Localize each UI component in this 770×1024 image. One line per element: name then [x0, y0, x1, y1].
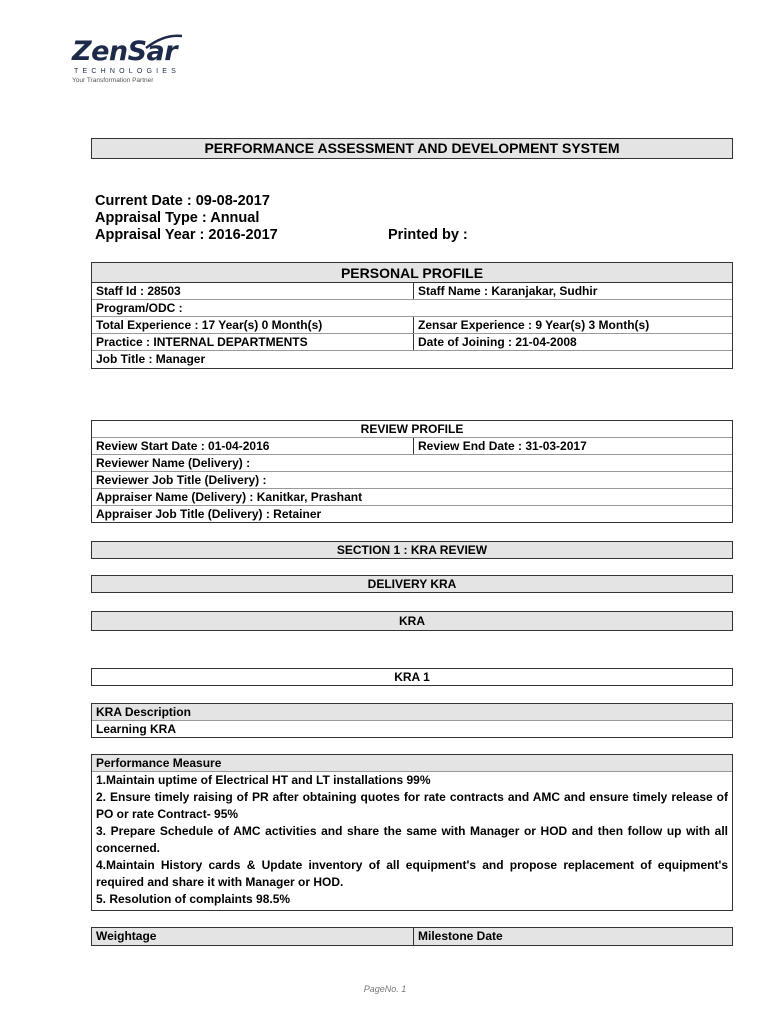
review-profile-table	[91, 420, 733, 523]
table-row	[92, 721, 732, 738]
current-date: Current Date : 09-08-2017	[95, 193, 270, 209]
table-row	[92, 928, 732, 945]
printed-by: Printed by :	[388, 227, 468, 243]
company-logo	[72, 30, 192, 90]
date-of-joining: Date of Joining : 21-04-2008	[413, 334, 732, 350]
kra-heading: KRA	[91, 611, 733, 631]
logo-swoosh-icon	[144, 34, 184, 50]
performance-measure-label: Performance Measure	[96, 756, 222, 770]
table-row	[92, 472, 732, 489]
staff-id: Staff Id : 28503	[96, 284, 181, 298]
review-profile-heading: REVIEW PROFILE	[92, 421, 732, 438]
table-row	[92, 489, 732, 506]
zensar-experience: Zensar Experience : 9 Year(s) 3 Month(s)	[413, 317, 732, 333]
table-row	[92, 755, 732, 772]
appraiser-name: Appraiser Name (Delivery) : Kanitkar, Prashant	[96, 490, 363, 504]
kra-description-label: KRA Description	[96, 705, 191, 719]
table-row	[92, 438, 732, 455]
performance-measure-item-3: 3. Prepare Schedule of AMC activities and share the same with Manager or HOD and then follow up with all concerned.	[96, 824, 728, 855]
review-start-date: Review Start Date : 01-04-2016	[96, 439, 270, 453]
table-row	[92, 351, 732, 368]
table-row	[92, 506, 732, 523]
logo-subtitle: TECHNOLOGIES	[74, 68, 181, 75]
weightage-label: Weightage	[96, 929, 157, 943]
reviewer-name: Reviewer Name (Delivery) :	[96, 456, 251, 470]
milestone-date-label: Milestone Date	[413, 928, 732, 945]
performance-measure-table	[91, 754, 733, 911]
staff-name: Staff Name : Karanjakar, Sudhir	[413, 283, 732, 299]
page-title: PERFORMANCE ASSESSMENT AND DEVELOPMENT SYSTEM	[91, 138, 733, 159]
program-odc: Program/ODC :	[96, 301, 183, 315]
practice: Practice : INTERNAL DEPARTMENTS	[96, 335, 308, 349]
table-row	[92, 300, 732, 317]
table-row	[92, 455, 732, 472]
table-row	[92, 283, 732, 300]
table-row	[92, 317, 732, 334]
logo-wordmark: ZenSar	[72, 36, 178, 67]
appraiser-job-title: Appraiser Job Title (Delivery) : Retainer	[96, 507, 322, 521]
kra-description-value: Learning KRA	[96, 722, 177, 736]
performance-measure-item-2: 2. Ensure timely raising of PR after obtaining quotes for rate contracts and AMC and ensure timely release of PO or rate Contract- 95%	[96, 790, 728, 821]
reviewer-job-title: Reviewer Job Title (Delivery) :	[96, 473, 267, 487]
performance-measure-item-5: 5. Resolution of complaints 98.5%	[96, 892, 291, 906]
kra-description-table	[91, 703, 733, 738]
table-row	[92, 334, 732, 351]
delivery-kra-heading: DELIVERY KRA	[91, 575, 733, 593]
performance-measure-item-4: 4.Maintain History cards & Update inventory of all equipment's and propose replacement of equipment's required and share it with Manager or HOD.	[96, 858, 728, 889]
performance-measure-item-1: 1.Maintain uptime of Electrical HT and LT installations 99%	[96, 773, 431, 787]
kra-1-heading: KRA 1	[91, 668, 733, 686]
job-title: Job Title : Manager	[96, 352, 206, 366]
logo-tagline: Your Transformation Partner	[72, 77, 154, 84]
personal-profile-table	[91, 262, 733, 369]
appraisal-year: Appraisal Year : 2016-2017	[95, 227, 278, 243]
page-number: PageNo. 1	[363, 984, 407, 994]
appraisal-type: Appraisal Type : Annual	[95, 210, 260, 226]
section-kra-review-heading: SECTION 1 : KRA REVIEW	[91, 541, 733, 559]
table-row	[92, 704, 732, 721]
weightage-table	[91, 927, 733, 946]
total-experience: Total Experience : 17 Year(s) 0 Month(s)	[96, 318, 323, 332]
personal-profile-heading: PERSONAL PROFILE	[92, 263, 732, 283]
review-end-date: Review End Date : 31-03-2017	[413, 438, 732, 454]
